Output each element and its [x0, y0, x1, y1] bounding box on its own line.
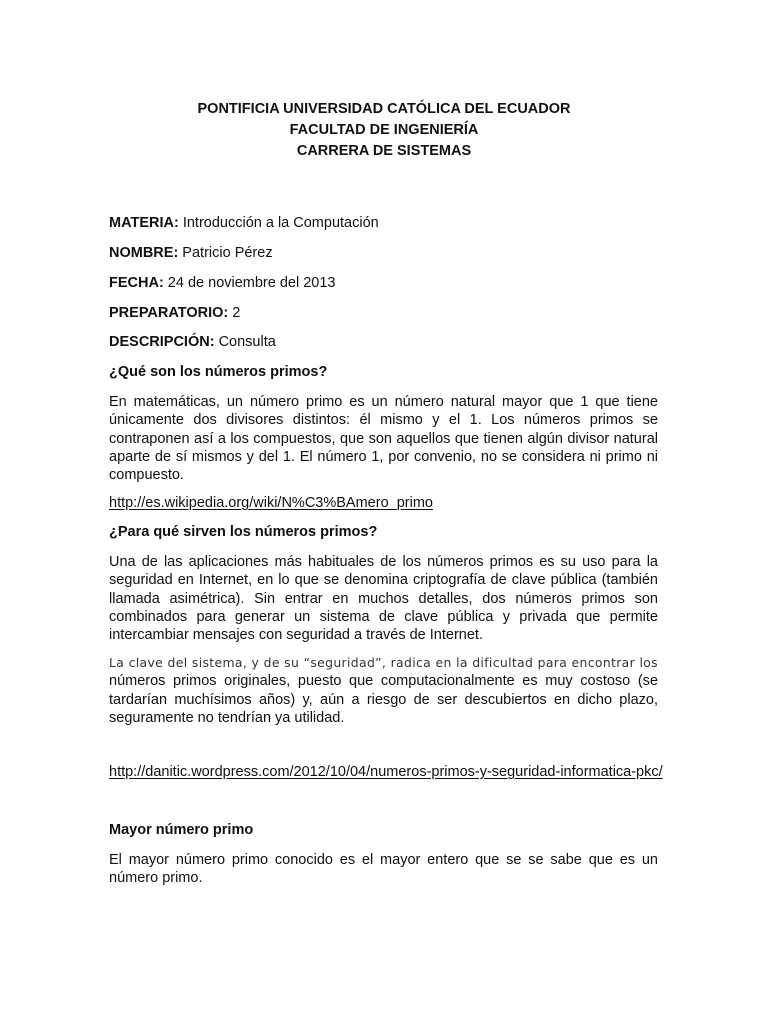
- field-fecha: [109, 274, 660, 292]
- section-heading-what-are-primes: ¿Qué son los números primos?: [109, 364, 328, 380]
- field-preparatorio-value: 2: [228, 305, 241, 321]
- danitic-link-row: [109, 763, 663, 781]
- field-materia: [109, 214, 660, 232]
- paragraph-security-rest: números primos originales, puesto que computacionalmente es muy costoso (se tardarían muchísimos años) y, aún a riesgo de ser descubiertos en dicho plazo, seguramente no tendrían ya utilidad.: [109, 673, 658, 726]
- paragraph-security: [109, 654, 658, 727]
- field-descripcion: [109, 333, 660, 351]
- field-descripcion-value: Consulta: [214, 334, 276, 350]
- field-materia-value: Introducción a la Computación: [178, 215, 379, 231]
- section-heading-what-are-primes-for: ¿Para qué sirven los números primos?: [109, 524, 378, 540]
- field-fecha-value: 24 de noviembre del 2013: [163, 275, 336, 291]
- paragraph-largest-prime: El mayor número primo conocido es el mayor entero que se se sabe que es un número primo.: [109, 852, 658, 887]
- field-preparatorio: [109, 304, 660, 322]
- wikipedia-link-row: [109, 494, 660, 512]
- field-nombre: [109, 244, 660, 262]
- wikipedia-link[interactable]: http://es.wikipedia.org/wiki/N%C3%BAmero_primo: [109, 495, 433, 511]
- field-nombre-label: NOMBRE:: [109, 245, 179, 261]
- paragraph-definition: En matemáticas, un número primo es un número natural mayor que 1 que tiene únicamente dos divisores distintos: él mismo y el 1. Los números primos se contraponen así a los compuestos, que son aquellos que tienen algún divisor natural aparte de sí mismos y del 1. El número 1, por convenio, no se considera ni primo ni compuesto.: [109, 394, 658, 484]
- danitic-link[interactable]: http://danitic.wordpress.com/2012/10/04/numeros-primos-y-seguridad-informatica-pkc/: [109, 764, 663, 780]
- field-descripcion-label: DESCRIPCIÓN:: [109, 334, 215, 350]
- faculty-name: FACULTAD DE INGENIERÍA: [289, 122, 479, 138]
- document-header: [0, 99, 768, 162]
- paragraph-applications: Una de las aplicaciones más habituales de los números primos es su uso para la seguridad en Internet, en lo que se denomina criptografía de clave pública (también llamada asimétrica). Sin entrar en muchos detalles, dos números primos son combinados para generar un sistema de clave pública y privada que permite intercambiar mensajes con seguridad a través de Internet.: [109, 554, 658, 644]
- career-name: CARRERA DE SISTEMAS: [296, 143, 472, 159]
- field-nombre-value: Patricio Pérez: [178, 245, 273, 261]
- field-preparatorio-label: PREPARATORIO:: [109, 305, 229, 321]
- field-materia-label: MATERIA:: [109, 215, 179, 231]
- paragraph-security-first-line: La clave del sistema, y de su “seguridad”, radica en la dificultad para encontrar los: [109, 655, 658, 670]
- university-name: PONTIFICIA UNIVERSIDAD CATÓLICA DEL ECUADOR: [197, 101, 571, 117]
- field-fecha-label: FECHA:: [109, 275, 164, 291]
- section-heading-largest-prime: Mayor número primo: [109, 822, 254, 838]
